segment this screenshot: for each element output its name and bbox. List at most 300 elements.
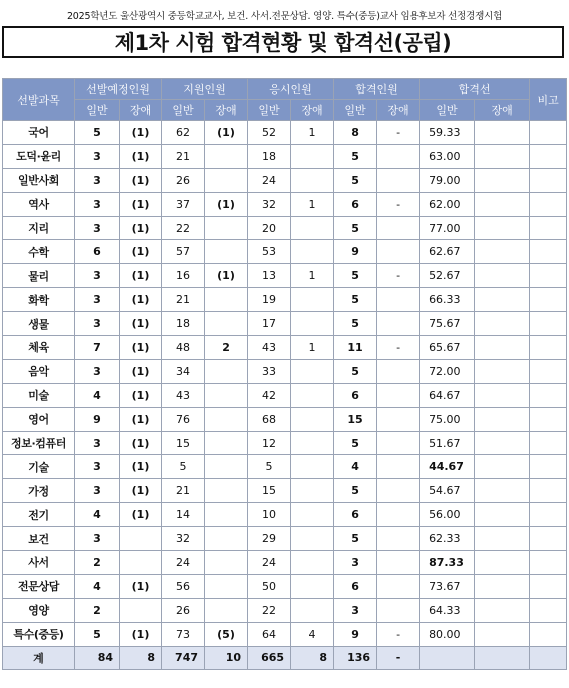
applied-general-cell: 32 [162, 527, 205, 551]
note-cell [530, 527, 567, 551]
applied-general-cell: 37 [162, 192, 205, 216]
cutoff-general-cell: 52.67 [420, 264, 475, 288]
applied-disabled-cell [205, 312, 248, 336]
total-tested-disabled: 8 [291, 646, 334, 669]
planned-disabled-cell: (1) [120, 192, 162, 216]
tested-general-cell: 29 [248, 527, 291, 551]
note-cell [530, 312, 567, 336]
passed-disabled-cell [377, 168, 420, 192]
passed-disabled-cell [377, 551, 420, 575]
passed-general-cell: 6 [334, 383, 377, 407]
planned-general-cell: 3 [75, 216, 120, 240]
subject-cell: 체육 [3, 336, 75, 360]
passed-disabled-cell [377, 598, 420, 622]
passed-general-cell: 4 [334, 455, 377, 479]
tested-general-cell: 42 [248, 383, 291, 407]
cutoff-disabled-cell [475, 121, 530, 145]
planned-general-cell: 3 [75, 192, 120, 216]
subject-cell: 지리 [3, 216, 75, 240]
passed-general-cell: 5 [334, 527, 377, 551]
note-cell [530, 551, 567, 575]
cutoff-disabled-cell [475, 551, 530, 575]
subject-cell: 전문상담 [3, 574, 75, 598]
applied-general-cell: 24 [162, 551, 205, 575]
subject-cell: 가정 [3, 479, 75, 503]
total-tested-general: 665 [248, 646, 291, 669]
table-row [3, 407, 567, 431]
table-row [3, 455, 567, 479]
table-row [3, 359, 567, 383]
planned-general-cell: 3 [75, 264, 120, 288]
note-cell [530, 503, 567, 527]
applied-general-cell: 43 [162, 383, 205, 407]
applied-disabled-cell: (1) [205, 192, 248, 216]
passed-general-cell: 5 [334, 144, 377, 168]
passed-disabled-cell [377, 527, 420, 551]
tested-disabled-cell [291, 144, 334, 168]
cutoff-disabled-cell [475, 312, 530, 336]
applied-disabled-cell [205, 503, 248, 527]
planned-general-cell: 5 [75, 121, 120, 145]
applied-general-cell: 56 [162, 574, 205, 598]
subheader-general: 일반 [162, 100, 205, 121]
page-subtitle: 2025학년도 울산광역시 중등학교교사, 보건. 사서.전문상담. 영양. 특수(중등)교사 임용후보자 선정경쟁시험 [66, 11, 503, 22]
passed-general-cell: 5 [334, 312, 377, 336]
subheader-disabled: 장애 [120, 100, 162, 121]
cutoff-disabled-cell [475, 240, 530, 264]
passed-general-cell: 9 [334, 622, 377, 646]
applied-disabled-cell [205, 359, 248, 383]
tested-disabled-cell [291, 359, 334, 383]
applied-disabled-cell [205, 431, 248, 455]
results-table-wrap [2, 78, 566, 670]
planned-disabled-cell: (1) [120, 336, 162, 360]
cutoff-general-cell: 80.00 [420, 622, 475, 646]
tested-general-cell: 43 [248, 336, 291, 360]
cutoff-general-cell: 51.67 [420, 431, 475, 455]
applied-disabled-cell: 2 [205, 336, 248, 360]
subject-cell: 특수(중등) [3, 622, 75, 646]
table-row [3, 479, 567, 503]
tested-disabled-cell [291, 479, 334, 503]
applied-disabled-cell [205, 574, 248, 598]
tested-general-cell: 24 [248, 168, 291, 192]
applied-disabled-cell [205, 455, 248, 479]
passed-disabled-cell [377, 479, 420, 503]
note-cell [530, 622, 567, 646]
applied-general-cell: 21 [162, 288, 205, 312]
note-cell [530, 216, 567, 240]
applied-disabled-cell [205, 144, 248, 168]
passed-general-cell: 5 [334, 216, 377, 240]
note-cell [530, 359, 567, 383]
planned-general-cell: 9 [75, 407, 120, 431]
title-box [2, 26, 564, 58]
subheader-disabled: 장애 [205, 100, 248, 121]
cutoff-general-cell: 62.00 [420, 192, 475, 216]
total-cutoff-general [420, 646, 475, 669]
tested-disabled-cell: 1 [291, 264, 334, 288]
applied-general-cell: 76 [162, 407, 205, 431]
note-cell [530, 168, 567, 192]
subheader-general: 일반 [248, 100, 291, 121]
subheader-disabled: 장애 [377, 100, 420, 121]
subheader-disabled: 장애 [475, 100, 530, 121]
subject-cell: 영양 [3, 598, 75, 622]
planned-disabled-cell: (1) [120, 312, 162, 336]
planned-disabled-cell [120, 527, 162, 551]
header-tested: 응시인원 [248, 79, 334, 100]
total-row [3, 646, 567, 669]
note-cell [530, 598, 567, 622]
table-row [3, 168, 567, 192]
planned-disabled-cell: (1) [120, 144, 162, 168]
passed-disabled-cell [377, 288, 420, 312]
applied-general-cell: 15 [162, 431, 205, 455]
tested-disabled-cell [291, 312, 334, 336]
subject-cell: 보건 [3, 527, 75, 551]
subheader-general: 일반 [420, 100, 475, 121]
passed-general-cell: 5 [334, 431, 377, 455]
subject-cell: 수학 [3, 240, 75, 264]
subject-cell: 사서 [3, 551, 75, 575]
header-applied: 지원인원 [162, 79, 248, 100]
cutoff-disabled-cell [475, 336, 530, 360]
table-row [3, 312, 567, 336]
total-applied-general: 747 [162, 646, 205, 669]
planned-general-cell: 3 [75, 527, 120, 551]
planned-general-cell: 2 [75, 551, 120, 575]
cutoff-disabled-cell [475, 407, 530, 431]
planned-disabled-cell: (1) [120, 574, 162, 598]
cutoff-general-cell: 56.00 [420, 503, 475, 527]
total-passed-disabled: - [377, 646, 420, 669]
planned-disabled-cell: (1) [120, 383, 162, 407]
planned-general-cell: 6 [75, 240, 120, 264]
table-row [3, 598, 567, 622]
table-row [3, 574, 567, 598]
passed-general-cell: 5 [334, 264, 377, 288]
passed-general-cell: 9 [334, 240, 377, 264]
passed-disabled-cell: - [377, 192, 420, 216]
tested-disabled-cell [291, 527, 334, 551]
planned-disabled-cell: (1) [120, 216, 162, 240]
cutoff-general-cell: 77.00 [420, 216, 475, 240]
passed-disabled-cell [377, 312, 420, 336]
subject-cell: 화학 [3, 288, 75, 312]
applied-disabled-cell [205, 527, 248, 551]
planned-disabled-cell: (1) [120, 240, 162, 264]
tested-disabled-cell [291, 168, 334, 192]
total-label-cell: 계 [3, 646, 75, 669]
subject-cell: 음악 [3, 359, 75, 383]
tested-general-cell: 18 [248, 144, 291, 168]
note-cell [530, 574, 567, 598]
tested-general-cell: 19 [248, 288, 291, 312]
applied-disabled-cell: (1) [205, 121, 248, 145]
total-planned-disabled: 8 [120, 646, 162, 669]
header-cutoff: 합격선 [420, 79, 530, 100]
table-row [3, 551, 567, 575]
cutoff-general-cell: 54.67 [420, 479, 475, 503]
planned-disabled-cell: (1) [120, 264, 162, 288]
cutoff-disabled-cell [475, 288, 530, 312]
planned-general-cell: 3 [75, 431, 120, 455]
planned-general-cell: 3 [75, 455, 120, 479]
applied-general-cell: 16 [162, 264, 205, 288]
cutoff-disabled-cell [475, 359, 530, 383]
tested-general-cell: 68 [248, 407, 291, 431]
cutoff-disabled-cell [475, 216, 530, 240]
passed-general-cell: 15 [334, 407, 377, 431]
tested-general-cell: 32 [248, 192, 291, 216]
tested-disabled-cell: 1 [291, 336, 334, 360]
cutoff-general-cell: 64.67 [420, 383, 475, 407]
subject-cell: 전기 [3, 503, 75, 527]
planned-general-cell: 5 [75, 622, 120, 646]
tested-general-cell: 12 [248, 431, 291, 455]
cutoff-disabled-cell [475, 622, 530, 646]
planned-general-cell: 4 [75, 574, 120, 598]
note-cell [530, 383, 567, 407]
cutoff-general-cell: 79.00 [420, 168, 475, 192]
tested-general-cell: 22 [248, 598, 291, 622]
applied-general-cell: 14 [162, 503, 205, 527]
applied-general-cell: 26 [162, 598, 205, 622]
planned-general-cell: 3 [75, 312, 120, 336]
cutoff-general-cell: 63.00 [420, 144, 475, 168]
note-cell [530, 121, 567, 145]
note-cell [530, 407, 567, 431]
applied-disabled-cell [205, 216, 248, 240]
note-cell [530, 431, 567, 455]
cutoff-disabled-cell [475, 383, 530, 407]
tested-general-cell: 10 [248, 503, 291, 527]
planned-general-cell: 2 [75, 598, 120, 622]
header-planned: 선발예정인원 [75, 79, 162, 100]
cutoff-disabled-cell [475, 168, 530, 192]
subheader-disabled: 장애 [291, 100, 334, 121]
passed-general-cell: 3 [334, 551, 377, 575]
applied-general-cell: 21 [162, 479, 205, 503]
cutoff-disabled-cell [475, 455, 530, 479]
cutoff-disabled-cell [475, 503, 530, 527]
tested-general-cell: 15 [248, 479, 291, 503]
cutoff-general-cell: 75.67 [420, 312, 475, 336]
tested-general-cell: 13 [248, 264, 291, 288]
planned-disabled-cell: (1) [120, 121, 162, 145]
passed-general-cell: 5 [334, 479, 377, 503]
applied-general-cell: 34 [162, 359, 205, 383]
table-row [3, 622, 567, 646]
table-row [3, 192, 567, 216]
tested-disabled-cell [291, 598, 334, 622]
cutoff-disabled-cell [475, 431, 530, 455]
tested-disabled-cell [291, 288, 334, 312]
passed-general-cell: 6 [334, 574, 377, 598]
passed-general-cell: 5 [334, 288, 377, 312]
subject-cell: 생물 [3, 312, 75, 336]
cutoff-general-cell: 62.67 [420, 240, 475, 264]
applied-disabled-cell [205, 383, 248, 407]
planned-general-cell: 3 [75, 168, 120, 192]
total-note [530, 646, 567, 669]
planned-disabled-cell: (1) [120, 431, 162, 455]
table-row [3, 216, 567, 240]
tested-disabled-cell: 1 [291, 192, 334, 216]
subject-cell: 도덕·윤리 [3, 144, 75, 168]
passed-general-cell: 5 [334, 359, 377, 383]
subheader-general: 일반 [334, 100, 377, 121]
tested-disabled-cell [291, 551, 334, 575]
planned-general-cell: 4 [75, 503, 120, 527]
header-note: 비고 [530, 79, 567, 121]
applied-disabled-cell [205, 288, 248, 312]
subject-cell: 물리 [3, 264, 75, 288]
passed-disabled-cell [377, 240, 420, 264]
tested-general-cell: 53 [248, 240, 291, 264]
tested-general-cell: 52 [248, 121, 291, 145]
applied-disabled-cell [205, 551, 248, 575]
subject-cell: 기술 [3, 455, 75, 479]
cutoff-disabled-cell [475, 527, 530, 551]
planned-general-cell: 3 [75, 479, 120, 503]
table-row [3, 431, 567, 455]
tested-disabled-cell [291, 503, 334, 527]
planned-disabled-cell [120, 598, 162, 622]
cutoff-general-cell: 73.67 [420, 574, 475, 598]
passed-disabled-cell [377, 503, 420, 527]
tested-disabled-cell: 1 [291, 121, 334, 145]
cutoff-disabled-cell [475, 144, 530, 168]
passed-disabled-cell [377, 431, 420, 455]
subject-cell: 미술 [3, 383, 75, 407]
tested-general-cell: 50 [248, 574, 291, 598]
tested-general-cell: 5 [248, 455, 291, 479]
subject-cell: 국어 [3, 121, 75, 145]
note-cell [530, 336, 567, 360]
cutoff-general-cell: 59.33 [420, 121, 475, 145]
planned-disabled-cell: (1) [120, 359, 162, 383]
passed-general-cell: 5 [334, 168, 377, 192]
note-cell [530, 144, 567, 168]
tested-general-cell: 24 [248, 551, 291, 575]
passed-general-cell: 6 [334, 503, 377, 527]
planned-general-cell: 7 [75, 336, 120, 360]
passed-general-cell: 8 [334, 121, 377, 145]
header-subject: 선발과목 [3, 79, 75, 121]
planned-disabled-cell: (1) [120, 168, 162, 192]
passed-disabled-cell: - [377, 264, 420, 288]
cutoff-general-cell: 65.67 [420, 336, 475, 360]
tested-disabled-cell [291, 383, 334, 407]
passed-disabled-cell [377, 574, 420, 598]
tested-disabled-cell [291, 574, 334, 598]
cutoff-disabled-cell [475, 598, 530, 622]
applied-general-cell: 18 [162, 312, 205, 336]
results-table [2, 78, 567, 670]
note-cell [530, 264, 567, 288]
applied-general-cell: 21 [162, 144, 205, 168]
planned-disabled-cell: (1) [120, 407, 162, 431]
table-row [3, 336, 567, 360]
applied-disabled-cell [205, 168, 248, 192]
planned-general-cell: 3 [75, 144, 120, 168]
applied-disabled-cell [205, 240, 248, 264]
table-row [3, 288, 567, 312]
table-row [3, 503, 567, 527]
planned-disabled-cell: (1) [120, 288, 162, 312]
tested-disabled-cell [291, 216, 334, 240]
passed-disabled-cell: - [377, 336, 420, 360]
tested-disabled-cell: 4 [291, 622, 334, 646]
applied-disabled-cell: (5) [205, 622, 248, 646]
subject-cell: 영어 [3, 407, 75, 431]
cutoff-general-cell: 87.33 [420, 551, 475, 575]
applied-general-cell: 5 [162, 455, 205, 479]
note-cell [530, 288, 567, 312]
cutoff-general-cell: 72.00 [420, 359, 475, 383]
applied-general-cell: 73 [162, 622, 205, 646]
planned-general-cell: 3 [75, 288, 120, 312]
planned-disabled-cell: (1) [120, 503, 162, 527]
passed-general-cell: 6 [334, 192, 377, 216]
total-planned-general: 84 [75, 646, 120, 669]
tested-general-cell: 33 [248, 359, 291, 383]
page-title: 제1차 시험 합격현황 및 합격선(공립) [114, 31, 452, 55]
cutoff-general-cell: 62.33 [420, 527, 475, 551]
tested-disabled-cell [291, 407, 334, 431]
tested-general-cell: 64 [248, 622, 291, 646]
note-cell [530, 192, 567, 216]
table-row [3, 144, 567, 168]
applied-disabled-cell: (1) [205, 264, 248, 288]
planned-disabled-cell: (1) [120, 622, 162, 646]
table-row [3, 383, 567, 407]
cutoff-disabled-cell [475, 192, 530, 216]
cutoff-general-cell: 64.33 [420, 598, 475, 622]
passed-disabled-cell [377, 383, 420, 407]
subheader-general: 일반 [75, 100, 120, 121]
passed-disabled-cell: - [377, 121, 420, 145]
cutoff-disabled-cell [475, 264, 530, 288]
total-applied-disabled: 10 [205, 646, 248, 669]
subject-cell: 정보·컴퓨터 [3, 431, 75, 455]
table-row [3, 264, 567, 288]
applied-general-cell: 26 [162, 168, 205, 192]
tested-disabled-cell [291, 455, 334, 479]
passed-disabled-cell [377, 144, 420, 168]
planned-disabled-cell: (1) [120, 455, 162, 479]
note-cell [530, 455, 567, 479]
header-passed: 합격인원 [334, 79, 420, 100]
passed-disabled-cell [377, 216, 420, 240]
planned-disabled-cell: (1) [120, 479, 162, 503]
tested-general-cell: 20 [248, 216, 291, 240]
passed-general-cell: 11 [334, 336, 377, 360]
note-cell [530, 240, 567, 264]
total-passed-general: 136 [334, 646, 377, 669]
subject-cell: 일반사회 [3, 168, 75, 192]
note-cell [530, 479, 567, 503]
cutoff-disabled-cell [475, 574, 530, 598]
passed-general-cell: 3 [334, 598, 377, 622]
table-body [3, 121, 567, 670]
planned-general-cell: 4 [75, 383, 120, 407]
subject-cell: 역사 [3, 192, 75, 216]
table-row [3, 240, 567, 264]
applied-general-cell: 57 [162, 240, 205, 264]
